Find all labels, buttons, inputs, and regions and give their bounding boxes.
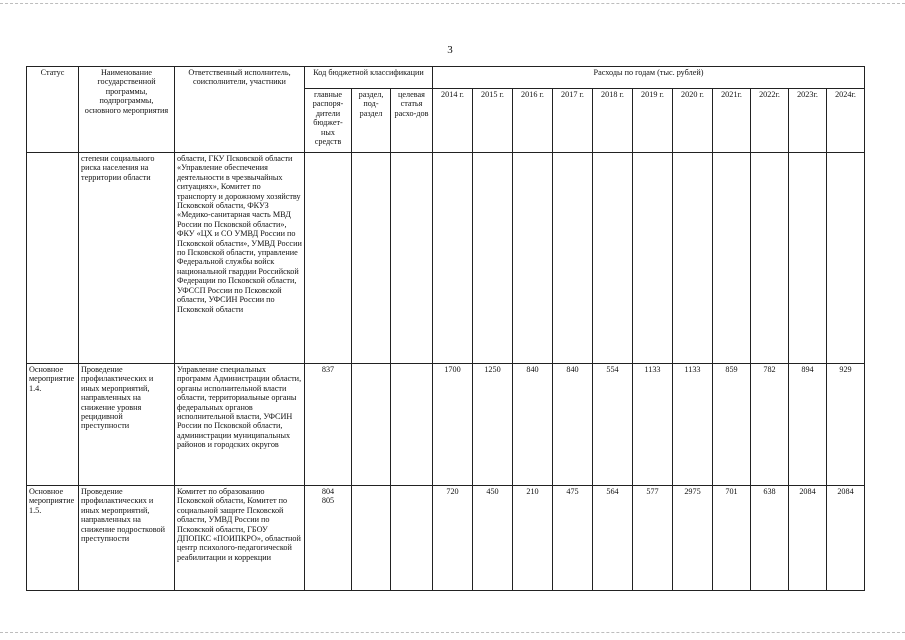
row-value: 782 — [751, 364, 789, 486]
row-name: степени социального риска населения на территории области — [79, 153, 175, 364]
header-name: Наименование государственной программы, подпрограммы, основного мероприятия — [79, 67, 175, 153]
table-row — [27, 486, 865, 591]
header-year: 2015 г. — [473, 89, 513, 153]
row-name: Проведение профилактических и иных мероприятий, направленных на снижение подростковой преступности — [79, 486, 175, 591]
row-value: 2975 — [673, 486, 713, 591]
header-year: 2022г. — [751, 89, 789, 153]
top-scan-edge — [0, 3, 905, 4]
row-rz — [352, 153, 391, 364]
header-year: 2023г. — [789, 89, 827, 153]
row-value: 475 — [553, 486, 593, 591]
header-status: Статус — [27, 67, 79, 153]
row-cs — [391, 153, 433, 364]
row-value: 1133 — [673, 364, 713, 486]
header-year: 2017 г. — [553, 89, 593, 153]
row-cs — [391, 364, 433, 486]
row-value — [513, 153, 553, 364]
row-value: 554 — [593, 364, 633, 486]
budget-table — [26, 66, 865, 591]
row-value: 2084 — [789, 486, 827, 591]
header-year: 2020 г. — [673, 89, 713, 153]
row-value — [713, 153, 751, 364]
row-status: Основное мероприятие 1.5. — [27, 486, 79, 591]
row-value — [673, 153, 713, 364]
row-cs — [391, 486, 433, 591]
header-year: 2016 г. — [513, 89, 553, 153]
row-value: 2084 — [827, 486, 865, 591]
row-value: 1700 — [433, 364, 473, 486]
row-name: Проведение профилактических и иных мероприятий, направленных на снижение уровня рецидивной преступности — [79, 364, 175, 486]
row-value — [751, 153, 789, 364]
row-value: 577 — [633, 486, 673, 591]
row-rz — [352, 364, 391, 486]
row-value — [433, 153, 473, 364]
row-value: 929 — [827, 364, 865, 486]
row-rz — [352, 486, 391, 591]
header-year: 2024г. — [827, 89, 865, 153]
row-responsible: Управление специальных программ Администрации области, органы исполнительной власти области, территориальные органы федеральных органов исполнительной власти, УФСИН России по Псковской области, администрации муниципальных районов и городских округов — [175, 364, 305, 486]
page-number: 3 — [447, 44, 453, 56]
row-value — [633, 153, 673, 364]
row-status: Основное мероприятие 1.4. — [27, 364, 79, 486]
bottom-scan-edge — [0, 632, 905, 633]
header-rz: раздел, под-раздел — [352, 89, 391, 153]
row-value: 859 — [713, 364, 751, 486]
row-value: 894 — [789, 364, 827, 486]
header-year: 2014 г. — [433, 89, 473, 153]
row-value: 210 — [513, 486, 553, 591]
header-cs: целевая статья расхо-дов — [391, 89, 433, 153]
header-budget-code: Код бюджетной классификации — [305, 67, 433, 89]
row-gr — [305, 153, 352, 364]
header-year: 2021г. — [713, 89, 751, 153]
row-value: 840 — [513, 364, 553, 486]
row-value — [473, 153, 513, 364]
row-value: 1250 — [473, 364, 513, 486]
row-value: 564 — [593, 486, 633, 591]
header-responsible: Ответственный исполнитель, соисполнители, участники — [175, 67, 305, 153]
row-value: 701 — [713, 486, 751, 591]
row-gr: 837 — [305, 364, 352, 486]
row-value: 1133 — [633, 364, 673, 486]
row-value — [593, 153, 633, 364]
row-value — [827, 153, 865, 364]
row-value: 720 — [433, 486, 473, 591]
row-gr: 804 805 — [305, 486, 352, 591]
header-year: 2018 г. — [593, 89, 633, 153]
row-responsible: области, ГКУ Псковской области «Управление обеспечения деятельности в чрезвычайных ситуациях», Комитет по транспорту и дорожному хозяйству Псковской области, ФКУЗ «Медико-санитарная часть МВД России по Псковской области», ФКУ «ЦХ и СО УМВД России по Псковской области», УМВД России по Псковской области, управление Федеральной службы войск национальной гвардии Российской Федерации по Псковской области, УФССП России по Псковской области, УФСИН России по Псковской области — [175, 153, 305, 364]
row-value — [789, 153, 827, 364]
row-status — [27, 153, 79, 364]
header-expenses: Расходы по годам (тыс. рублей) — [433, 67, 865, 89]
row-value: 840 — [553, 364, 593, 486]
row-value: 450 — [473, 486, 513, 591]
table-row — [27, 364, 865, 486]
row-value — [553, 153, 593, 364]
row-value: 638 — [751, 486, 789, 591]
table-row — [27, 153, 865, 364]
row-responsible: Комитет по образованию Псковской области, Комитет по социальной защите Псковской области, УМВД России по Псковской области, ГБОУ ДПОПКС «ПОИПКРО», областной центр психолого-педагогической реабилитации и коррекции — [175, 486, 305, 591]
header-year: 2019 г. — [633, 89, 673, 153]
header-gr: главные распоря-дители бюджет-ных средств — [305, 89, 352, 153]
